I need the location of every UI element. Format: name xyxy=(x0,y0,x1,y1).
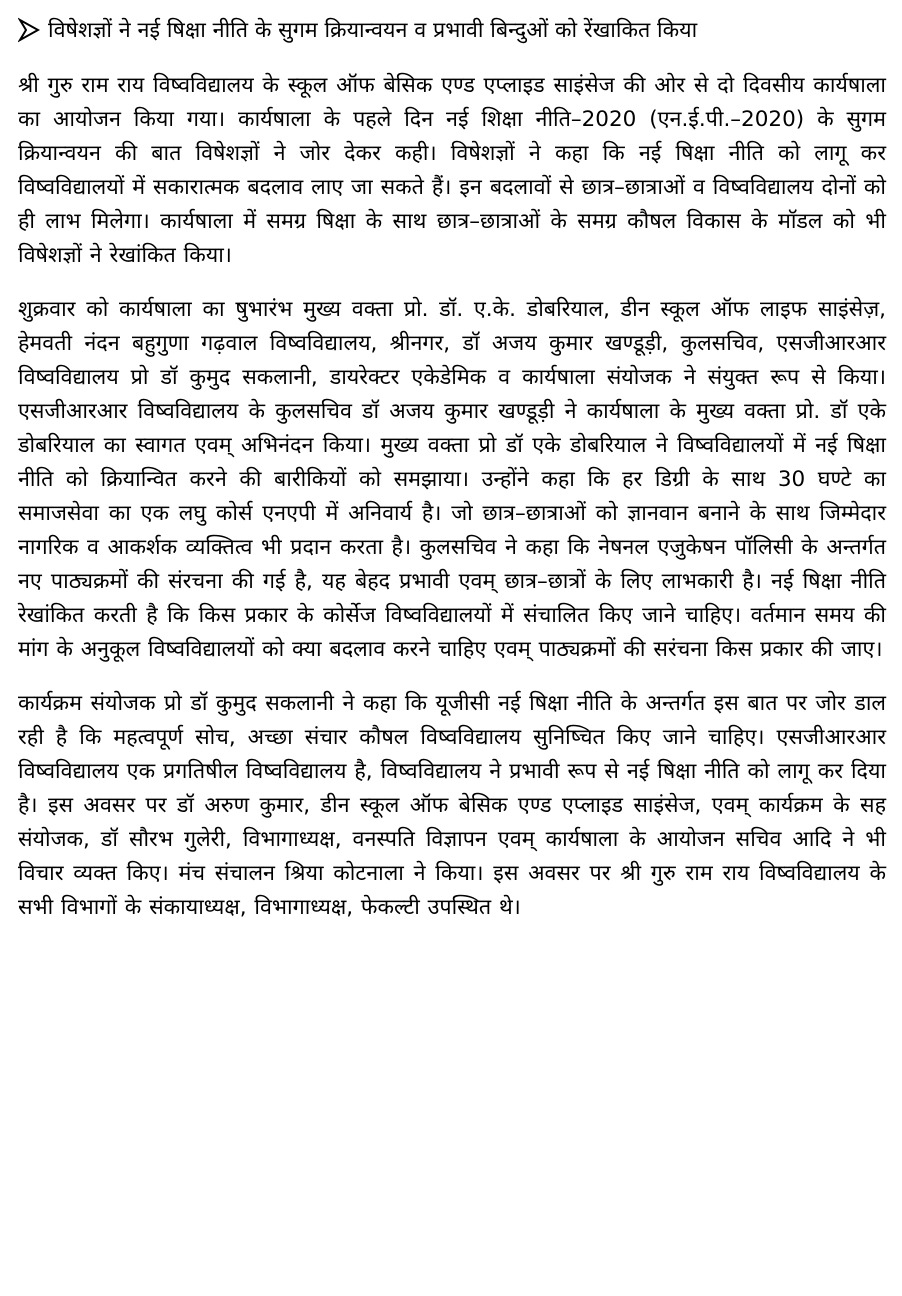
headline-text: विषेशज्ञों ने नई षिक्षा नीति के सुगम क्रियान्वयन व प्रभावी बिन्दुओं को रेंखाकित किया xyxy=(48,18,698,43)
paragraph-coordinator-remarks: कार्यक्रम संयोजक प्रो डॉ कुमुद सकलानी ने कहा कि यूजीसी नई षिक्षा नीति के अन्तर्गत इस बात पर जोर डाल रही है कि महत्वपूर्ण सोच, अच्छा संचार कौषल विष्वविद्यालय सुनिष्चित किए जाने चाहिए। एसजीआरआर विष्वविद्यालय एक प्रगतिषील विष्वविद्यालय है, विष्वविद्यालय ने प्रभावी रूप से नई षिक्षा नीति को लागू कर दिया है। इस अवसर पर डॉ अरुण कुमार, डीन स्कूल ऑफ बेसिक एण्ड एप्लाइड साइंसेज, एवम् कार्यक्रम के सह संयोजक, डॉ सौरभ गुलेरी, विभागाध्यक्ष, वनस्पति विज्ञापन एवम् कार्यषाला के आयोजन सचिव आदि ने भी विचार व्यक्त किए। मंच संचालन श्रिया कोटनाला ने किया। इस अवसर पर श्री गुरु राम राय विष्वविद्यालय के सभी विभागों के संकायाध्यक्ष, विभागाध्यक्ष, फेकल्टी उपस्थित थे। xyxy=(18,691,886,920)
headline xyxy=(18,14,886,47)
paragraph-inauguration: शुक्रवार को कार्यषाला का षुभारंभ मुख्य वक्ता प्रो. डॉ. ए.के. डोबरियाल, डीन स्कूल ऑफ लाइफ साइंसेज़, हेमवती नंदन बहुगुणा गढ़वाल विष्वविद्यालय, श्रीनगर, डॉ अजय कुमार खण्डूड़ी, कुलसचिव, एसजीआरआर विष्वविद्यालय प्रो डॉ कुमुद सकलानी, डायरेक्टर एकेडेमिक व कार्यषाला संयोजक ने संयुक्त रूप से किया। एसजीआरआर विष्वविद्यालय के कुलसचिव डॉ अजय कुमार खण्डूड़ी ने कार्यषाला के मुख्य वक्ता प्रो. डॉ एके डोबरियाल का स्वागत एवम् अभिनंदन किया। मुख्य वक्ता प्रो डॉ एके डोबरियाल ने विष्वविद्यालयों में नई षिक्षा नीति को क्रियान्वित करने की बारीकियों को समझाया। उन्होंने कहा कि हर डिग्री के साथ 30 घण्टे का समाजसेवा का एक लघु कोर्स एनएपी में अनिवार्य है। जो छात्र–छात्राओं को ज्ञानवान बनाने के साथ जिम्मेदार नागरिक व आकर्शक व्यक्तित्व भी प्रदान करता है। कुलसचिव ने कहा कि नेषनल एजुकेषन पॉलिसी के अन्तर्गत नए पाठ्यक्रमों की संरचना की गई है, यह बेहद प्रभावी एवम् छात्र–छात्रों के लिए लाभकारी है। नई षिक्षा नीति रेखांकित करती है कि किस प्रकार के कोर्सेज विष्वविद्यालयों में संचालित किए जाने चाहिए। वर्तमान समय की मांग के अनुकूल विष्वविद्यालयों को क्या बदलाव करने चाहिए एवम् पाठ्यक्रमों की सरंचना किस प्रकार की जाए। xyxy=(18,297,886,662)
arrow-bullet-icon xyxy=(18,17,40,43)
paragraph-workshop-intro: श्री गुरु राम राय विष्वविद्यालय के स्कूल ऑफ बेसिक एण्ड एप्लाइड साइंसेज की ओर से दो दिवसीय कार्यषाला का आयोजन किया गया। कार्यषाला के पहले दिन नई शिक्षा नीति–2020 (एन.ई.पी.–2020) के सुगम क्रियान्वयन की बात विषेशज्ञों ने जोर देकर कही। विषेशज्ञों ने कहा कि नई षिक्षा नीति को लागू कर विष्वविद्यालयों में सकारात्मक बदलाव लाए जा सकते हैं। इन बदलावों से छात्र–छात्राओं व विष्वविद्यालय दोनों को ही लाभ मिलेगा। कार्यषाला में समग्र षिक्षा के साथ छात्र–छात्राओं के समग्र कौषल विकास के मॉडल को भी विषेशज्ञों ने रेखांकित किया। xyxy=(18,73,886,268)
